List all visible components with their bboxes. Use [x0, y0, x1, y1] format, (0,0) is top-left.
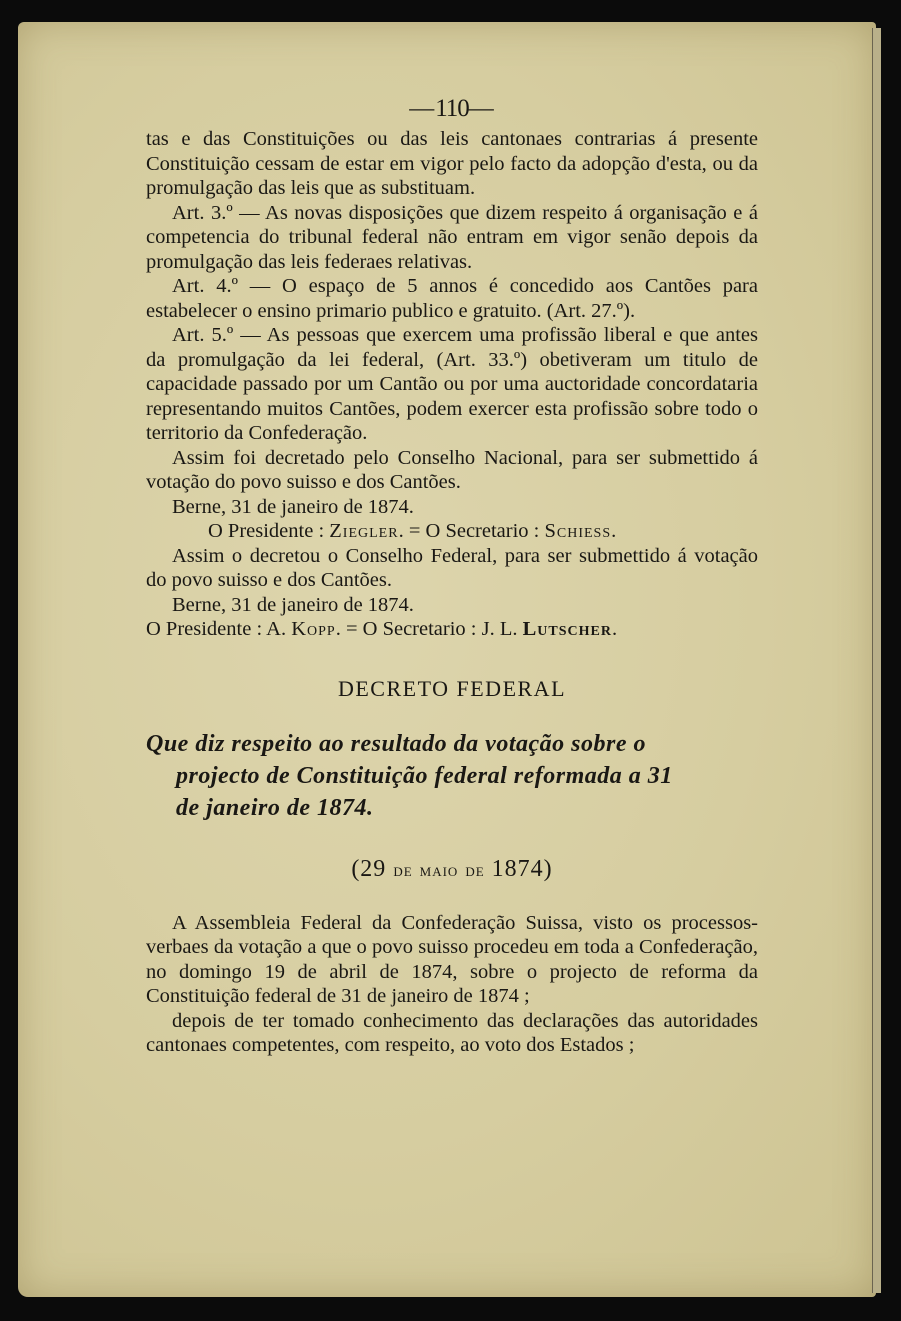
signature-line-1: O Presidente : Ziegler. = O Secretario : Schiess.: [208, 520, 617, 542]
signature-line-2: O Presidente : A. Kopp. = O Secretario : J. L. Lutscher.: [146, 618, 618, 640]
decree-date: (29 de maio de 1874): [351, 855, 553, 882]
date-line-1: Berne, 31 de janeiro de 1874.: [172, 495, 414, 518]
date-line-2: Berne, 31 de janeiro de 1874.: [172, 593, 414, 616]
paragraph-national-council: Assim foi decretado pelo Conselho Nacional, para ser submettido á votação do povo suisso e dos Cantões.: [146, 446, 758, 493]
paragraph-article-4: Art. 4.º — O espaço de 5 annos é concedido aos Cantões para estabelecer o ensino primario publico e gratuito. (Art. 27.º).: [146, 275, 758, 322]
paragraph-assembly: A Assembleia Federal da Confederação Suissa, visto os processos-verbaes da votação a que o povo suisso procedeu em toda a Confederação, no domingo 19 de abril de 1874, sobre o projecto de reforma da Constituição federal de 31 de janeiro de 1874 ;: [146, 911, 758, 1007]
page-text: [146, 95, 758, 1058]
paragraph-article-5: Art. 5.º — As pessoas que exercem uma profissão liberal e que antes da promulgação da lei federal, (Art. 33.º) obetiveram um titulo de capacidade passado por um Cantão ou por uma auctoridade concordataria representando muitos Cantões, podem exercer esta profissão sobre todo o territorio da Confederação.: [146, 324, 758, 444]
paragraph-federal-council: Assim o decretou o Conselho Federal, para ser submettido á votação do povo suisso e dos Cantões.: [146, 544, 758, 591]
decree-subtitle: Que diz respeito ao resultado da votação sobre o projecto de Constituição federal reformada a 31 de janeiro de 1874.: [146, 730, 673, 821]
page-number: —110—: [409, 95, 495, 122]
paragraph-declarations: depois de ter tomado conhecimento das declarações das autoridades cantonaes competentes, com respeito, ao voto dos Estados ;: [146, 1009, 758, 1056]
page-edge: [872, 28, 881, 1293]
paragraph-article-3: Art. 3.º — As novas disposições que dizem respeito á organisação e á competencia do tribunal federal não entram em vigor senão depois da promulgação das leis federaes relativas.: [146, 201, 758, 273]
decree-heading: DECRETO FEDERAL: [337, 675, 567, 701]
paragraph-continuation: tas e das Constituições ou das leis cantonaes contrarias á presente Constituição cessam de estar em vigor pelo facto da adopção d'esta, ou da promulgação das leis que as substituam.: [146, 128, 758, 199]
